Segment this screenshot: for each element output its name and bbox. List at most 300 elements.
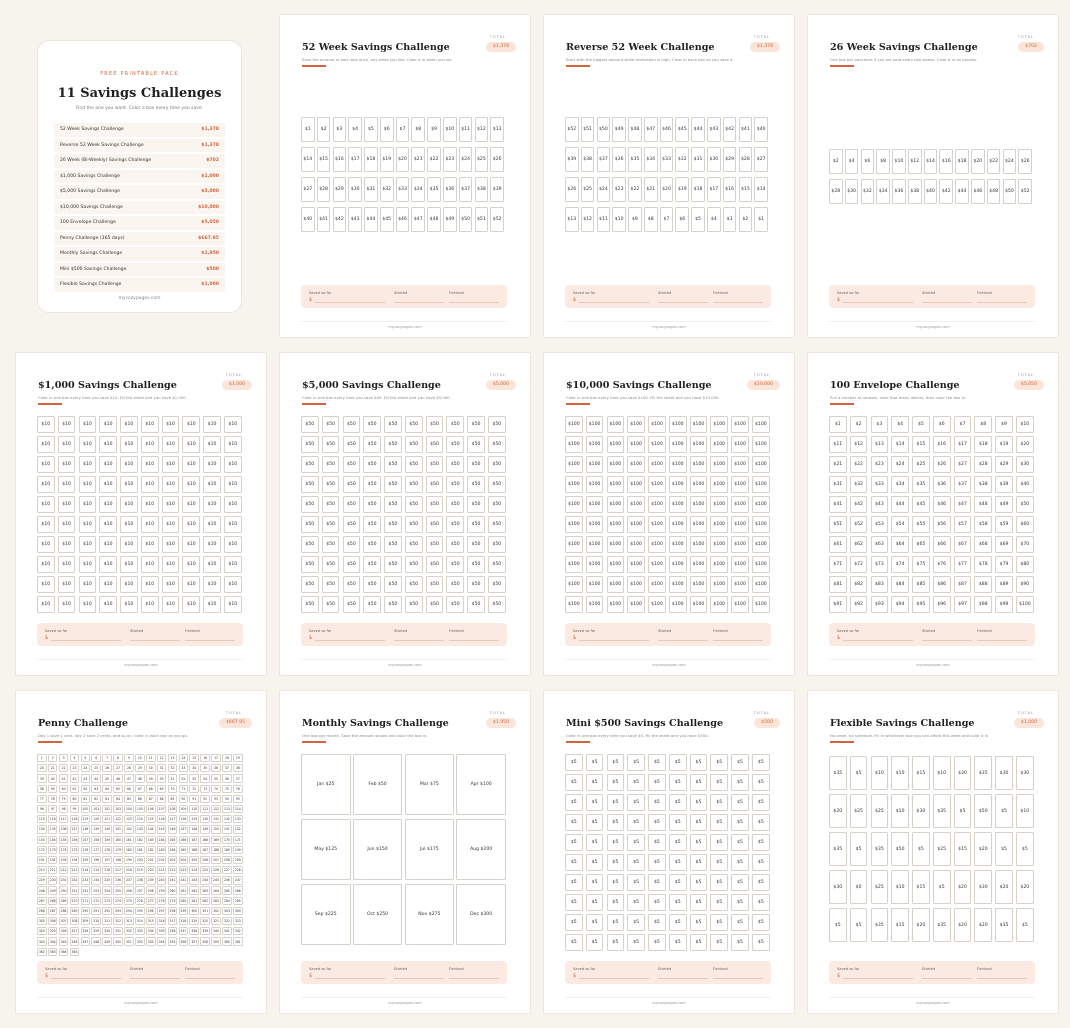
savings-box[interactable]: 28 [124, 764, 134, 772]
savings-box[interactable]: 151 [222, 825, 232, 833]
savings-box[interactable]: 170 [222, 836, 232, 844]
savings-box[interactable]: 61 [70, 785, 80, 793]
savings-box[interactable]: $0 [850, 870, 868, 904]
savings-box[interactable]: $10 [162, 536, 180, 553]
savings-box[interactable]: 302 [211, 907, 221, 915]
savings-box[interactable]: $44 [691, 117, 705, 142]
savings-box[interactable]: $5 [607, 934, 625, 951]
savings-box[interactable]: 149 [200, 825, 210, 833]
savings-box[interactable]: $10 [162, 436, 180, 453]
savings-box[interactable]: $30 [995, 756, 1013, 790]
savings-box[interactable]: 222 [168, 866, 178, 874]
savings-box[interactable]: 159 [102, 836, 112, 844]
savings-box[interactable]: $50 [405, 456, 423, 473]
savings-box[interactable]: 190 [233, 846, 243, 854]
savings-box[interactable]: $10 [58, 556, 76, 573]
savings-box[interactable]: $29 [995, 456, 1013, 473]
savings-box[interactable]: 318 [179, 917, 189, 925]
savings-box[interactable]: $10 [182, 516, 200, 533]
savings-box[interactable]: 334 [146, 927, 156, 935]
savings-box[interactable]: 330 [102, 927, 112, 935]
savings-box[interactable]: $56 [933, 516, 951, 533]
savings-box[interactable]: $32 [380, 177, 394, 202]
savings-box[interactable]: $100 [607, 496, 625, 513]
savings-box[interactable]: 77 [37, 795, 47, 803]
savings-box[interactable]: $5 [627, 894, 645, 911]
savings-box[interactable]: $37 [597, 147, 611, 172]
savings-box[interactable]: $15 [739, 177, 753, 202]
savings-box[interactable]: $50 [488, 476, 506, 493]
savings-box[interactable]: 99 [70, 805, 80, 813]
savings-box[interactable]: $20 [1016, 436, 1034, 453]
savings-box[interactable]: $91 [829, 596, 847, 613]
savings-box[interactable]: $6 [380, 117, 394, 142]
savings-box[interactable]: $20 [995, 870, 1013, 904]
savings-box[interactable]: $10 [182, 596, 200, 613]
savings-box[interactable]: 225 [200, 866, 210, 874]
savings-box[interactable]: 126 [157, 815, 167, 823]
savings-box[interactable]: $14 [754, 177, 768, 202]
savings-box[interactable]: $50 [446, 416, 464, 433]
savings-box[interactable]: $6 [861, 149, 875, 174]
savings-box[interactable]: $50 [322, 596, 340, 613]
savings-box[interactable]: 332 [124, 927, 134, 935]
savings-box[interactable]: $31 [691, 147, 705, 172]
savings-box[interactable]: 343 [37, 937, 47, 945]
savings-box[interactable]: $10 [182, 556, 200, 573]
savings-box[interactable]: $50 [891, 832, 909, 866]
savings-box[interactable]: 152 [233, 825, 243, 833]
savings-box[interactable]: $44 [364, 207, 378, 232]
savings-box[interactable]: $12 [850, 436, 868, 453]
savings-box[interactable]: $5 [752, 814, 770, 831]
savings-box[interactable]: $22 [987, 149, 1001, 174]
savings-box[interactable]: $30 [974, 870, 992, 904]
savings-box[interactable]: $10 [224, 456, 242, 473]
savings-box[interactable]: $10 [182, 496, 200, 513]
savings-box[interactable]: $23 [443, 147, 457, 172]
savings-box[interactable]: 82 [91, 795, 101, 803]
savings-box[interactable]: 92 [200, 795, 210, 803]
savings-box[interactable]: $10 [224, 536, 242, 553]
savings-box[interactable]: 45 [102, 774, 112, 782]
savings-box[interactable]: $100 [648, 416, 666, 433]
savings-box[interactable]: $100 [752, 476, 770, 493]
savings-box[interactable]: 113 [222, 805, 232, 813]
savings-box[interactable]: $10 [162, 416, 180, 433]
savings-box[interactable]: $50 [343, 596, 361, 613]
savings-box[interactable]: 239 [146, 876, 156, 884]
savings-box[interactable]: 3 [59, 754, 69, 762]
savings-box[interactable]: 137 [70, 825, 80, 833]
savings-box[interactable]: $10 [79, 536, 97, 553]
savings-box[interactable]: 297 [157, 907, 167, 915]
savings-box[interactable]: $30 [829, 870, 847, 904]
savings-box[interactable]: $50 [322, 436, 340, 453]
savings-box[interactable]: $19 [675, 177, 689, 202]
savings-box[interactable]: $21 [644, 177, 658, 202]
savings-box[interactable]: $50 [467, 496, 485, 513]
savings-box[interactable]: $2 [829, 149, 843, 174]
savings-box[interactable]: $10 [37, 596, 55, 613]
savings-box[interactable]: $50 [488, 536, 506, 553]
savings-box[interactable]: 75 [222, 785, 232, 793]
savings-box[interactable]: $10 [1016, 416, 1034, 433]
savings-box[interactable]: $10 [224, 476, 242, 493]
savings-box[interactable]: $5 [627, 814, 645, 831]
savings-box[interactable]: 84 [113, 795, 123, 803]
savings-box[interactable]: 56 [222, 774, 232, 782]
savings-box[interactable]: $42 [939, 179, 953, 204]
savings-box[interactable]: 283 [211, 897, 221, 905]
savings-box[interactable]: $5 [627, 794, 645, 811]
savings-box[interactable]: $100 [648, 556, 666, 573]
savings-box[interactable]: 216 [102, 866, 112, 874]
savings-box[interactable]: $52 [565, 117, 579, 142]
savings-box[interactable]: $100 [710, 496, 728, 513]
savings-box[interactable]: 48 [135, 774, 145, 782]
savings-box[interactable]: 341 [222, 927, 232, 935]
savings-box[interactable]: 142 [124, 825, 134, 833]
savings-box[interactable]: $50 [343, 556, 361, 573]
savings-box[interactable]: 72 [189, 785, 199, 793]
savings-box[interactable]: $7 [954, 416, 972, 433]
savings-box[interactable]: $67 [954, 536, 972, 553]
savings-box[interactable]: $10 [37, 436, 55, 453]
savings-box[interactable]: $35 [974, 756, 992, 790]
savings-box[interactable]: $35 [933, 794, 951, 828]
savings-box[interactable]: 52 [179, 774, 189, 782]
savings-box[interactable]: $5 [648, 814, 666, 831]
savings-box[interactable]: $30 [912, 794, 930, 828]
savings-box[interactable]: $5 [731, 774, 749, 791]
savings-box[interactable]: $51 [581, 117, 595, 142]
savings-box[interactable]: $10 [203, 536, 221, 553]
savings-box[interactable]: $13 [565, 207, 579, 232]
savings-box[interactable]: $100 [710, 516, 728, 533]
savings-box[interactable]: 212 [59, 866, 69, 874]
savings-box[interactable]: $17 [707, 177, 721, 202]
savings-box[interactable]: $50 [301, 416, 319, 433]
savings-box[interactable]: $50 [488, 456, 506, 473]
savings-box[interactable]: $86 [933, 576, 951, 593]
savings-box[interactable]: 67 [135, 785, 145, 793]
savings-box[interactable]: $53 [871, 516, 889, 533]
savings-box[interactable]: $100 [690, 416, 708, 433]
savings-box[interactable]: $10 [58, 576, 76, 593]
savings-box[interactable]: $100 [607, 436, 625, 453]
savings-box[interactable]: $5 [627, 754, 645, 771]
savings-box[interactable]: $5 [731, 894, 749, 911]
savings-box[interactable]: 205 [189, 856, 199, 864]
savings-box[interactable]: $5 [607, 774, 625, 791]
savings-box[interactable]: $50 [343, 436, 361, 453]
savings-box[interactable]: 44 [91, 774, 101, 782]
savings-box[interactable]: $50 [459, 207, 473, 232]
savings-box[interactable]: $10 [79, 576, 97, 593]
savings-box[interactable]: 25 [91, 764, 101, 772]
savings-box[interactable]: $100 [648, 496, 666, 513]
savings-box[interactable]: 279 [168, 897, 178, 905]
savings-box[interactable]: 4 [70, 754, 80, 762]
savings-box[interactable]: $10 [203, 516, 221, 533]
savings-box[interactable]: $55 [912, 516, 930, 533]
savings-box[interactable]: 124 [135, 815, 145, 823]
savings-box[interactable]: 273 [102, 897, 112, 905]
savings-box[interactable]: 267 [37, 897, 47, 905]
savings-box[interactable]: $99 [995, 596, 1013, 613]
savings-box[interactable]: $25 [933, 832, 951, 866]
savings-box[interactable]: $15 [891, 908, 909, 942]
savings-box[interactable]: $50 [467, 456, 485, 473]
savings-box[interactable]: $5 [912, 832, 930, 866]
savings-box[interactable]: $100 [627, 516, 645, 533]
savings-box[interactable]: 304 [233, 907, 243, 915]
savings-box[interactable]: 307 [59, 917, 69, 925]
savings-box[interactable]: $5 [586, 854, 604, 871]
savings-box[interactable]: $16 [939, 149, 953, 174]
savings-box[interactable]: $10 [99, 556, 117, 573]
savings-box[interactable]: $50 [301, 516, 319, 533]
savings-box[interactable]: 294 [124, 907, 134, 915]
savings-box[interactable]: $10 [120, 536, 138, 553]
savings-box[interactable]: 29 [135, 764, 145, 772]
savings-box[interactable]: 284 [222, 897, 232, 905]
savings-box[interactable]: 36 [211, 764, 221, 772]
savings-box[interactable]: 21 [48, 764, 58, 772]
savings-box[interactable]: $10 [37, 516, 55, 533]
savings-box[interactable]: $100 [586, 496, 604, 513]
savings-box[interactable]: $10 [120, 576, 138, 593]
savings-box[interactable]: $5 [669, 774, 687, 791]
savings-box[interactable]: $4 [891, 416, 909, 433]
savings-box[interactable]: 26 [102, 764, 112, 772]
savings-box[interactable]: 53 [189, 774, 199, 782]
savings-box[interactable]: $100 [731, 536, 749, 553]
savings-box[interactable]: 143 [135, 825, 145, 833]
savings-box[interactable]: 122 [113, 815, 123, 823]
savings-box[interactable]: 96 [37, 805, 47, 813]
savings-box[interactable]: $5 [731, 874, 749, 891]
savings-box[interactable]: $50 [446, 436, 464, 453]
savings-box[interactable]: 177 [91, 846, 101, 854]
tracker-write-line[interactable] [449, 640, 499, 641]
savings-box[interactable]: $50 [405, 436, 423, 453]
savings-box[interactable]: $5 [690, 754, 708, 771]
savings-box[interactable]: $69 [995, 536, 1013, 553]
savings-box[interactable]: $50 [301, 476, 319, 493]
savings-box[interactable]: $5 [752, 834, 770, 851]
savings-box[interactable]: $58 [974, 516, 992, 533]
savings-box[interactable]: $5 [648, 854, 666, 871]
savings-box[interactable]: $50 [488, 416, 506, 433]
savings-box[interactable]: 100 [81, 805, 91, 813]
savings-box[interactable]: $5 [710, 814, 728, 831]
savings-box[interactable]: $97 [954, 596, 972, 613]
savings-box[interactable]: 105 [135, 805, 145, 813]
savings-box[interactable]: 340 [211, 927, 221, 935]
savings-box[interactable]: $100 [752, 596, 770, 613]
savings-box[interactable]: $17 [954, 436, 972, 453]
savings-box[interactable]: 303 [222, 907, 232, 915]
savings-box[interactable]: $51 [475, 207, 489, 232]
savings-box[interactable]: 242 [179, 876, 189, 884]
savings-box[interactable]: 266 [233, 886, 243, 894]
savings-box[interactable]: $92 [850, 596, 868, 613]
savings-box[interactable]: 41 [59, 774, 69, 782]
savings-box[interactable]: $5 [607, 894, 625, 911]
savings-box[interactable]: $5 [565, 854, 583, 871]
savings-box[interactable]: $5 [669, 854, 687, 871]
savings-box[interactable]: 258 [146, 886, 156, 894]
savings-box[interactable]: 168 [200, 836, 210, 844]
savings-box[interactable]: $100 [710, 556, 728, 573]
savings-box[interactable]: $50 [446, 536, 464, 553]
savings-box[interactable]: $100 [752, 536, 770, 553]
savings-box[interactable]: 181 [135, 846, 145, 854]
savings-box[interactable]: 320 [200, 917, 210, 925]
savings-box[interactable]: $59 [995, 516, 1013, 533]
savings-box[interactable]: 98 [59, 805, 69, 813]
savings-box[interactable]: $2 [850, 416, 868, 433]
savings-box[interactable]: 128 [179, 815, 189, 823]
savings-box[interactable]: $25 [871, 794, 889, 828]
savings-box[interactable]: $100 [627, 556, 645, 573]
savings-box[interactable]: $100 [669, 576, 687, 593]
savings-box[interactable]: 197 [102, 856, 112, 864]
savings-box[interactable]: 141 [113, 825, 123, 833]
savings-box[interactable]: 233 [81, 876, 91, 884]
savings-box[interactable]: $50 [343, 416, 361, 433]
savings-box[interactable]: $50 [384, 516, 402, 533]
savings-box[interactable]: $50 [467, 416, 485, 433]
savings-box[interactable]: 73 [200, 785, 210, 793]
tracker-write-line[interactable] [130, 640, 180, 641]
savings-box[interactable]: 87 [146, 795, 156, 803]
savings-box[interactable]: $15 [912, 756, 930, 790]
savings-box[interactable]: 109 [179, 805, 189, 813]
savings-box[interactable]: 249 [48, 886, 58, 894]
tracker-write-line[interactable] [449, 978, 499, 979]
savings-box[interactable]: $10 [79, 516, 97, 533]
savings-box[interactable]: 90 [179, 795, 189, 803]
savings-box[interactable]: $5 [627, 834, 645, 851]
savings-box[interactable]: $64 [891, 536, 909, 553]
savings-box[interactable]: 144 [146, 825, 156, 833]
savings-box[interactable]: 290 [81, 907, 91, 915]
savings-box[interactable]: $100 [752, 556, 770, 573]
savings-box[interactable]: 362 [37, 948, 47, 956]
savings-box[interactable]: $5 [627, 874, 645, 891]
savings-box[interactable]: $32 [675, 147, 689, 172]
savings-box[interactable]: $5 [710, 774, 728, 791]
savings-box[interactable]: $48 [987, 179, 1001, 204]
savings-box[interactable]: $100 [669, 556, 687, 573]
savings-box[interactable]: $98 [974, 596, 992, 613]
tracker-write-line[interactable] [658, 302, 708, 303]
savings-box[interactable]: $5 [648, 754, 666, 771]
savings-box[interactable]: 173 [48, 846, 58, 854]
savings-box[interactable]: $15 [317, 147, 331, 172]
savings-box[interactable]: $26 [933, 456, 951, 473]
savings-box[interactable]: 163 [146, 836, 156, 844]
tracker-write-line[interactable] [315, 640, 385, 641]
savings-box[interactable]: $100 [586, 556, 604, 573]
savings-box[interactable]: $5 [710, 794, 728, 811]
savings-box[interactable]: 345 [59, 937, 69, 945]
savings-box[interactable]: 193 [59, 856, 69, 864]
savings-box[interactable]: 274 [113, 897, 123, 905]
savings-box[interactable]: 154 [48, 836, 58, 844]
savings-box[interactable]: 6 [91, 754, 101, 762]
savings-box[interactable]: $34 [891, 476, 909, 493]
savings-box[interactable]: $47 [954, 496, 972, 513]
savings-box[interactable]: 147 [179, 825, 189, 833]
savings-box[interactable]: $10 [120, 416, 138, 433]
savings-box[interactable]: $10 [933, 756, 951, 790]
savings-box[interactable]: $10 [182, 576, 200, 593]
savings-box[interactable]: 235 [102, 876, 112, 884]
savings-box[interactable]: $24 [891, 456, 909, 473]
savings-box[interactable]: 175 [70, 846, 80, 854]
savings-box[interactable]: 255 [113, 886, 123, 894]
savings-box[interactable]: $10 [99, 536, 117, 553]
savings-box[interactable]: 335 [157, 927, 167, 935]
savings-box[interactable]: 93 [211, 795, 221, 803]
tracker-write-line[interactable] [977, 640, 1027, 641]
tracker-write-line[interactable] [713, 640, 763, 641]
savings-box[interactable]: 347 [81, 937, 91, 945]
savings-box[interactable]: Nov $275 [405, 884, 455, 945]
savings-box[interactable]: 108 [168, 805, 178, 813]
savings-box[interactable]: $14 [924, 149, 938, 174]
savings-box[interactable]: $50 [322, 536, 340, 553]
savings-box[interactable]: $5 [995, 832, 1013, 866]
savings-box[interactable]: $100 [586, 436, 604, 453]
savings-box[interactable]: 91 [189, 795, 199, 803]
savings-box[interactable]: 191 [37, 856, 47, 864]
savings-box[interactable]: $27 [301, 177, 315, 202]
savings-box[interactable]: $15 [912, 436, 930, 453]
savings-box[interactable]: 50 [157, 774, 167, 782]
savings-box[interactable]: 81 [81, 795, 91, 803]
savings-box[interactable]: 244 [200, 876, 210, 884]
savings-box[interactable]: $100 [586, 536, 604, 553]
savings-box[interactable]: 353 [146, 937, 156, 945]
savings-box[interactable]: 60 [59, 785, 69, 793]
savings-box[interactable]: $100 [565, 556, 583, 573]
savings-box[interactable]: 308 [70, 917, 80, 925]
savings-box[interactable]: $5 [731, 854, 749, 871]
savings-box[interactable]: 102 [102, 805, 112, 813]
savings-box[interactable]: $100 [710, 596, 728, 613]
savings-box[interactable]: $5 [752, 894, 770, 911]
savings-box[interactable]: $100 [627, 436, 645, 453]
savings-box[interactable]: $50 [446, 456, 464, 473]
savings-box[interactable]: $100 [669, 436, 687, 453]
savings-box[interactable]: $42 [333, 207, 347, 232]
savings-box[interactable]: $10 [891, 870, 909, 904]
savings-box[interactable]: $5 [690, 774, 708, 791]
savings-box[interactable]: 291 [91, 907, 101, 915]
savings-box[interactable]: $14 [301, 147, 315, 172]
savings-box[interactable]: $100 [731, 516, 749, 533]
savings-box[interactable]: $5 [752, 914, 770, 931]
savings-box[interactable]: $10 [141, 496, 159, 513]
savings-box[interactable]: 257 [135, 886, 145, 894]
savings-box[interactable]: $42 [723, 117, 737, 142]
savings-box[interactable]: 95 [233, 795, 243, 803]
